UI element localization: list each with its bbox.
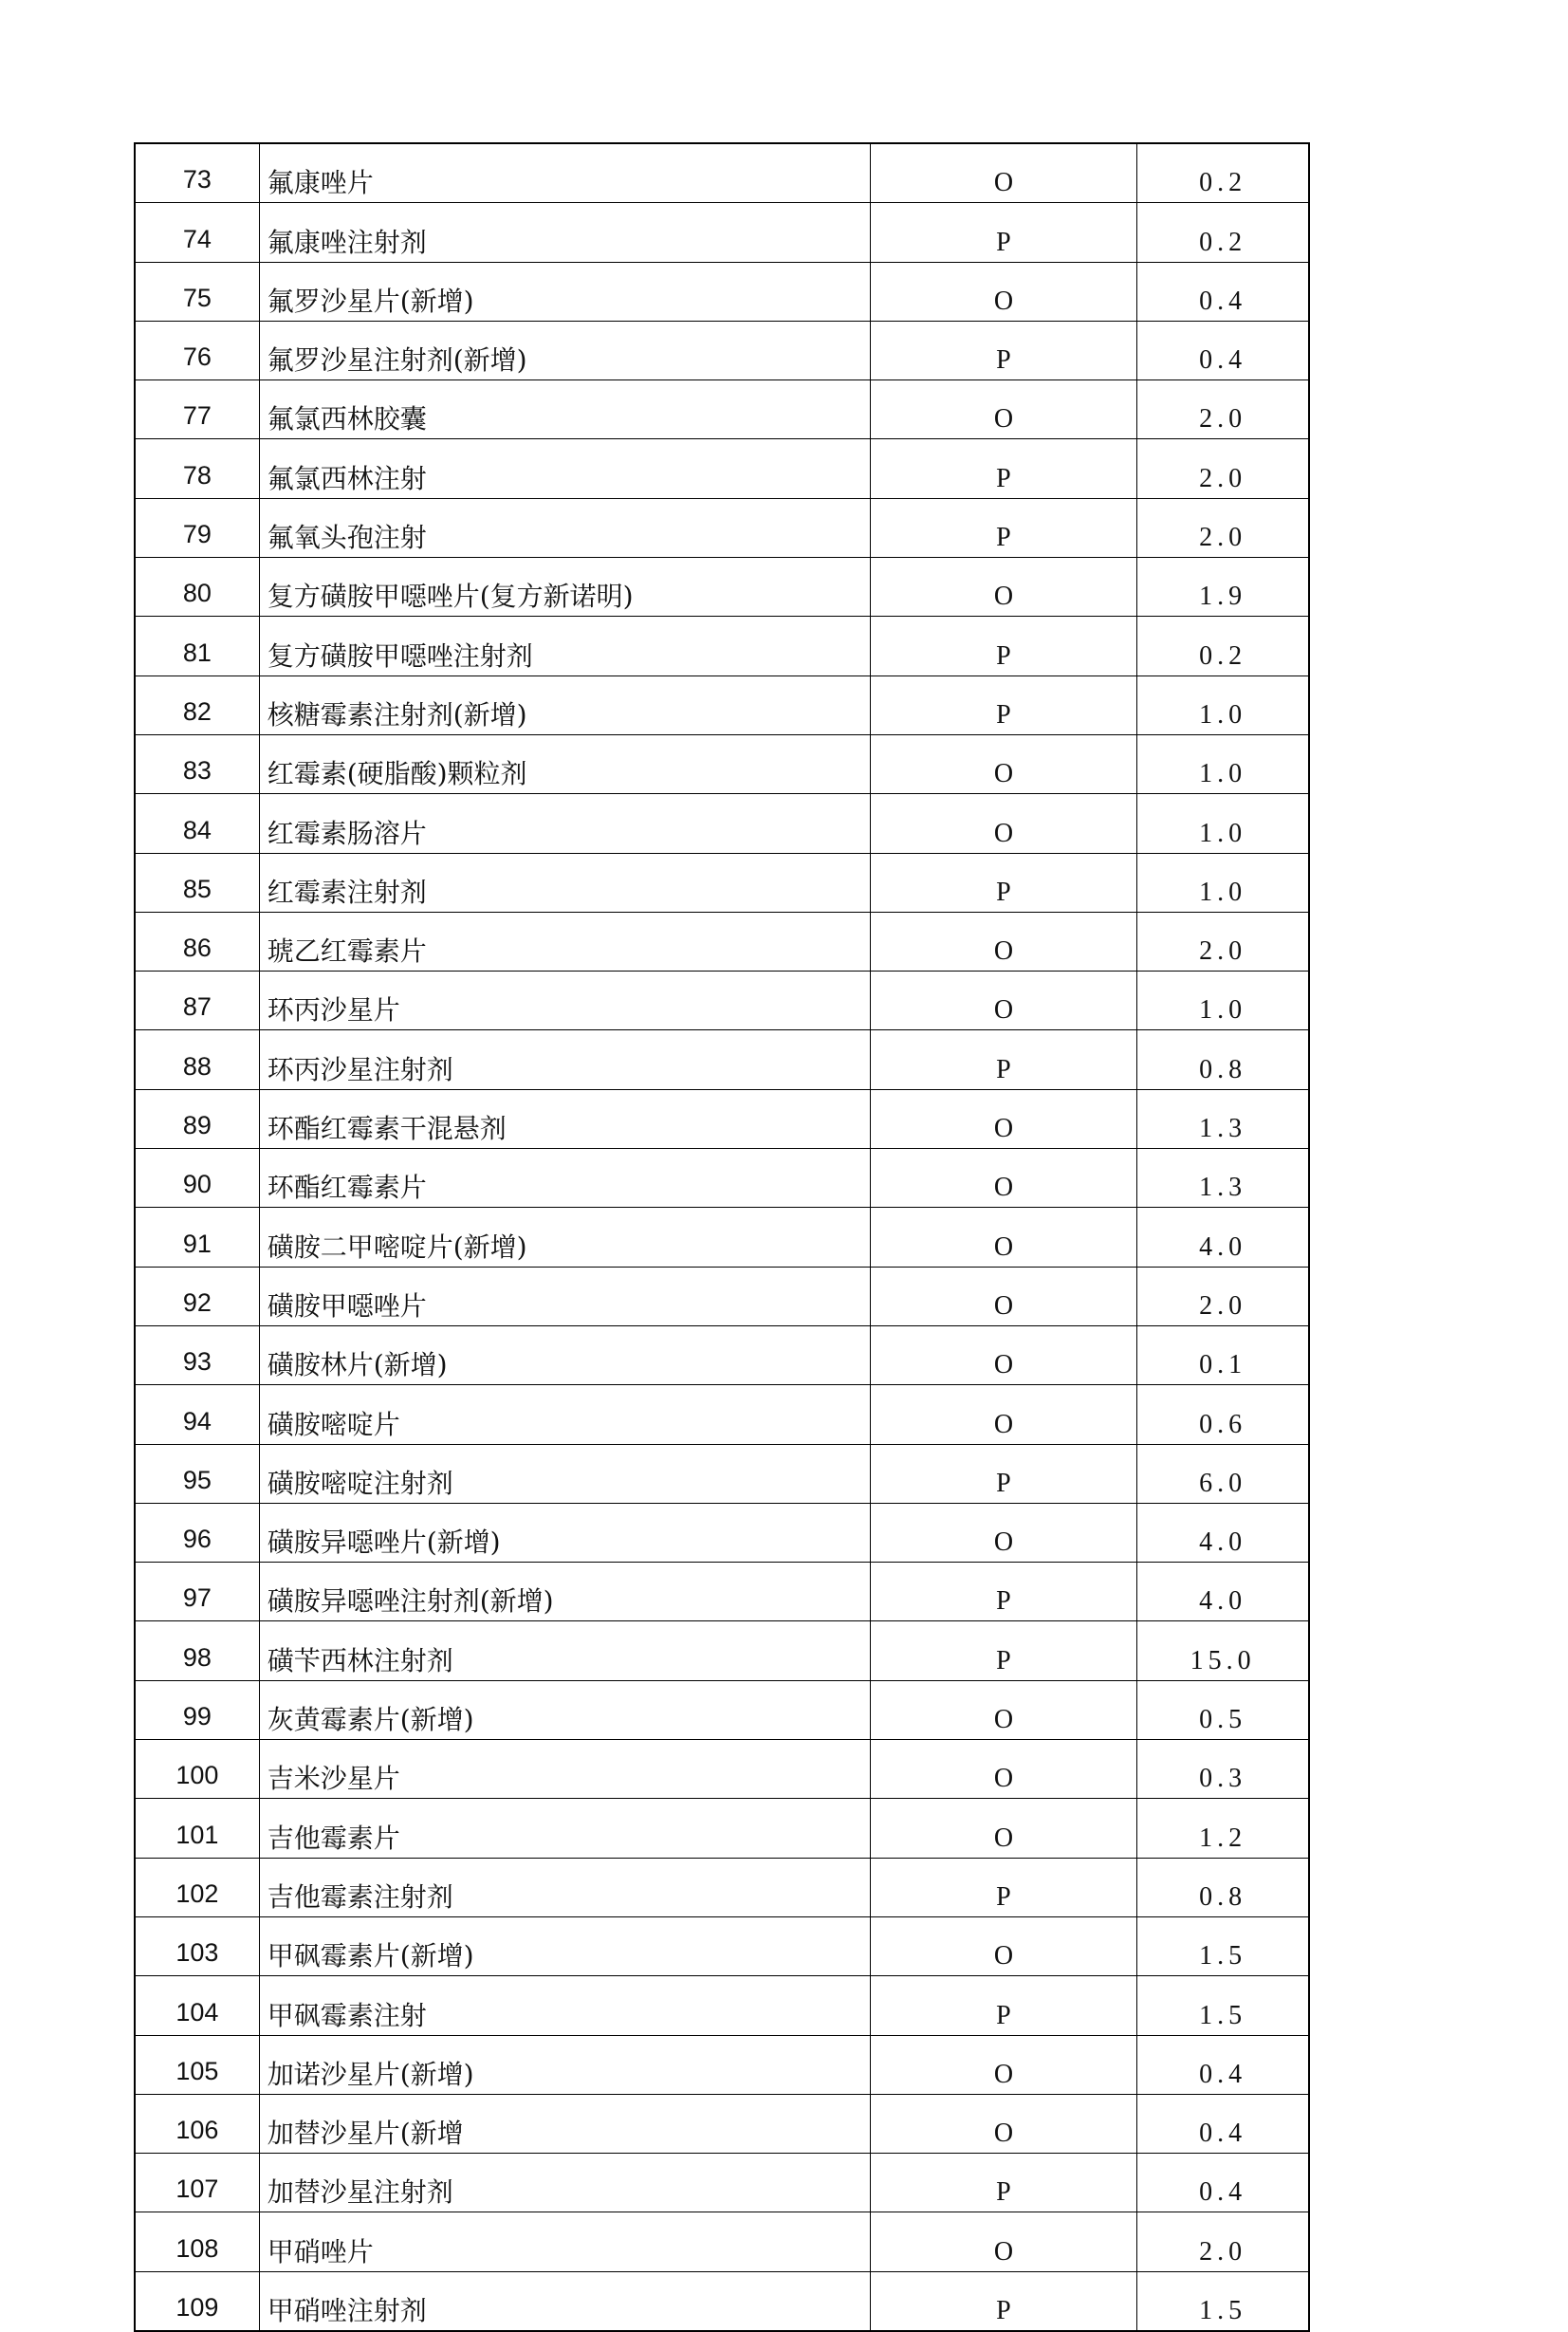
ddd-value-cell: 0.2 xyxy=(1137,617,1309,676)
drug-name-cell: 磺胺异噁唑片(新增) xyxy=(259,1503,870,1562)
row-number-cell: 98 xyxy=(135,1621,259,1680)
drug-name-cell: 甲硝唑片 xyxy=(259,2212,870,2271)
ddd-value-cell: 0.5 xyxy=(1137,1680,1309,1739)
row-number-cell: 107 xyxy=(135,2154,259,2212)
table-row xyxy=(135,262,1309,321)
table-row xyxy=(135,1563,1309,1621)
route-cell: P xyxy=(870,1444,1136,1503)
ddd-value-cell: 1.2 xyxy=(1137,1799,1309,1858)
row-number-cell: 84 xyxy=(135,794,259,853)
row-number-cell: 101 xyxy=(135,1799,259,1858)
ddd-value-cell: 1.0 xyxy=(1137,853,1309,912)
route-cell: O xyxy=(870,794,1136,853)
table-row xyxy=(135,2094,1309,2153)
drug-name-cell: 加替沙星注射剂 xyxy=(259,2154,870,2212)
route-cell: O xyxy=(870,1916,1136,1975)
route-cell: P xyxy=(870,203,1136,262)
ddd-value-cell: 1.3 xyxy=(1137,1149,1309,1208)
route-cell: O xyxy=(870,380,1136,439)
row-number-cell: 82 xyxy=(135,676,259,734)
route-cell: P xyxy=(870,1621,1136,1680)
drug-name-cell: 甲砜霉素注射 xyxy=(259,1976,870,2035)
drug-ddd-table xyxy=(134,142,1310,2332)
table-row xyxy=(135,734,1309,793)
table-row xyxy=(135,794,1309,853)
ddd-value-cell: 1.3 xyxy=(1137,1089,1309,1148)
row-number-cell: 104 xyxy=(135,1976,259,2035)
ddd-value-cell: 0.4 xyxy=(1137,2035,1309,2094)
table-row xyxy=(135,912,1309,971)
route-cell: O xyxy=(870,1740,1136,1799)
route-cell: O xyxy=(870,972,1136,1030)
table-row xyxy=(135,2035,1309,2094)
ddd-value-cell: 4.0 xyxy=(1137,1503,1309,1562)
row-number-cell: 95 xyxy=(135,1444,259,1503)
table-row xyxy=(135,1030,1309,1089)
ddd-value-cell: 6.0 xyxy=(1137,1444,1309,1503)
row-number-cell: 80 xyxy=(135,558,259,617)
ddd-value-cell: 2.0 xyxy=(1137,498,1309,557)
table-row xyxy=(135,1089,1309,1148)
ddd-value-cell: 2.0 xyxy=(1137,439,1309,498)
row-number-cell: 103 xyxy=(135,1916,259,1975)
table-row xyxy=(135,1503,1309,1562)
ddd-value-cell: 0.4 xyxy=(1137,262,1309,321)
drug-name-cell: 吉他霉素片 xyxy=(259,1799,870,1858)
route-cell: P xyxy=(870,1030,1136,1089)
drug-name-cell: 琥乙红霉素片 xyxy=(259,912,870,971)
table-row xyxy=(135,1740,1309,1799)
table-row xyxy=(135,617,1309,676)
row-number-cell: 81 xyxy=(135,617,259,676)
row-number-cell: 83 xyxy=(135,734,259,793)
route-cell: O xyxy=(870,1208,1136,1267)
row-number-cell: 85 xyxy=(135,853,259,912)
row-number-cell: 87 xyxy=(135,972,259,1030)
row-number-cell: 94 xyxy=(135,1385,259,1444)
drug-name-cell: 红霉素注射剂 xyxy=(259,853,870,912)
drug-name-cell: 磺胺二甲嘧啶片(新增) xyxy=(259,1208,870,1267)
ddd-value-cell: 1.0 xyxy=(1137,972,1309,1030)
row-number-cell: 109 xyxy=(135,2271,259,2331)
ddd-value-cell: 0.2 xyxy=(1137,203,1309,262)
drug-name-cell: 环丙沙星注射剂 xyxy=(259,1030,870,1089)
ddd-value-cell: 1.0 xyxy=(1137,676,1309,734)
drug-name-cell: 甲砜霉素片(新增) xyxy=(259,1916,870,1975)
route-cell: P xyxy=(870,1563,1136,1621)
ddd-value-cell: 0.1 xyxy=(1137,1325,1309,1384)
drug-name-cell: 磺胺林片(新增) xyxy=(259,1325,870,1384)
row-number-cell: 99 xyxy=(135,1680,259,1739)
table-row xyxy=(135,1325,1309,1384)
drug-name-cell: 甲硝唑注射剂 xyxy=(259,2271,870,2331)
table-row xyxy=(135,498,1309,557)
row-number-cell: 100 xyxy=(135,1740,259,1799)
table-row xyxy=(135,1680,1309,1739)
drug-name-cell: 氟罗沙星注射剂(新增) xyxy=(259,321,870,379)
drug-name-cell: 复方磺胺甲噁唑注射剂 xyxy=(259,617,870,676)
drug-name-cell: 核糖霉素注射剂(新增) xyxy=(259,676,870,734)
table-row xyxy=(135,439,1309,498)
row-number-cell: 77 xyxy=(135,380,259,439)
ddd-value-cell: 15.0 xyxy=(1137,1621,1309,1680)
table-row xyxy=(135,972,1309,1030)
table-row xyxy=(135,1916,1309,1975)
drug-name-cell: 磺胺嘧啶注射剂 xyxy=(259,1444,870,1503)
drug-name-cell: 环丙沙星片 xyxy=(259,972,870,1030)
drug-name-cell: 环酯红霉素干混悬剂 xyxy=(259,1089,870,1148)
ddd-value-cell: 0.4 xyxy=(1137,321,1309,379)
table-row xyxy=(135,203,1309,262)
table-row xyxy=(135,1444,1309,1503)
table-row xyxy=(135,2154,1309,2212)
table-row xyxy=(135,1799,1309,1858)
route-cell: O xyxy=(870,1325,1136,1384)
drug-name-cell: 磺胺异噁唑注射剂(新增) xyxy=(259,1563,870,1621)
route-cell: O xyxy=(870,1503,1136,1562)
row-number-cell: 91 xyxy=(135,1208,259,1267)
route-cell: O xyxy=(870,1149,1136,1208)
ddd-value-cell: 0.8 xyxy=(1137,1030,1309,1089)
table-row xyxy=(135,321,1309,379)
drug-name-cell: 氟康唑片 xyxy=(259,143,870,203)
drug-name-cell: 磺苄西林注射剂 xyxy=(259,1621,870,1680)
table-row xyxy=(135,2271,1309,2331)
drug-name-cell: 加替沙星片(新增 xyxy=(259,2094,870,2153)
row-number-cell: 92 xyxy=(135,1267,259,1325)
row-number-cell: 106 xyxy=(135,2094,259,2153)
ddd-value-cell: 1.0 xyxy=(1137,734,1309,793)
drug-name-cell: 磺胺嘧啶片 xyxy=(259,1385,870,1444)
row-number-cell: 74 xyxy=(135,203,259,262)
route-cell: O xyxy=(870,2212,1136,2271)
ddd-value-cell: 1.5 xyxy=(1137,1976,1309,2035)
route-cell: P xyxy=(870,676,1136,734)
table-row xyxy=(135,1621,1309,1680)
row-number-cell: 75 xyxy=(135,262,259,321)
drug-name-cell: 吉他霉素注射剂 xyxy=(259,1858,870,1916)
route-cell: O xyxy=(870,2094,1136,2153)
route-cell: P xyxy=(870,498,1136,557)
ddd-value-cell: 4.0 xyxy=(1137,1208,1309,1267)
ddd-value-cell: 0.2 xyxy=(1137,143,1309,203)
row-number-cell: 93 xyxy=(135,1325,259,1384)
route-cell: P xyxy=(870,2154,1136,2212)
row-number-cell: 78 xyxy=(135,439,259,498)
drug-name-cell: 红霉素(硬脂酸)颗粒剂 xyxy=(259,734,870,793)
row-number-cell: 90 xyxy=(135,1149,259,1208)
drug-name-cell: 氟氧头孢注射 xyxy=(259,498,870,557)
row-number-cell: 86 xyxy=(135,912,259,971)
route-cell: O xyxy=(870,558,1136,617)
row-number-cell: 89 xyxy=(135,1089,259,1148)
table-row xyxy=(135,558,1309,617)
route-cell: O xyxy=(870,1385,1136,1444)
route-cell: O xyxy=(870,1680,1136,1739)
row-number-cell: 79 xyxy=(135,498,259,557)
route-cell: O xyxy=(870,143,1136,203)
drug-name-cell: 环酯红霉素片 xyxy=(259,1149,870,1208)
route-cell: P xyxy=(870,1976,1136,2035)
table-row xyxy=(135,143,1309,203)
drug-name-cell: 复方磺胺甲噁唑片(复方新诺明) xyxy=(259,558,870,617)
drug-name-cell: 氟罗沙星片(新增) xyxy=(259,262,870,321)
route-cell: P xyxy=(870,1858,1136,1916)
ddd-value-cell: 1.9 xyxy=(1137,558,1309,617)
route-cell: O xyxy=(870,262,1136,321)
row-number-cell: 108 xyxy=(135,2212,259,2271)
table-row xyxy=(135,1149,1309,1208)
ddd-value-cell: 2.0 xyxy=(1137,1267,1309,1325)
row-number-cell: 97 xyxy=(135,1563,259,1621)
table-row xyxy=(135,1267,1309,1325)
ddd-value-cell: 0.6 xyxy=(1137,1385,1309,1444)
ddd-value-cell: 0.4 xyxy=(1137,2154,1309,2212)
table-row xyxy=(135,853,1309,912)
table-row xyxy=(135,1976,1309,2035)
route-cell: O xyxy=(870,1799,1136,1858)
row-number-cell: 88 xyxy=(135,1030,259,1089)
route-cell: O xyxy=(870,1089,1136,1148)
ddd-value-cell: 1.5 xyxy=(1137,2271,1309,2331)
route-cell: P xyxy=(870,439,1136,498)
drug-name-cell: 氟康唑注射剂 xyxy=(259,203,870,262)
ddd-value-cell: 2.0 xyxy=(1137,2212,1309,2271)
table-row xyxy=(135,1385,1309,1444)
route-cell: O xyxy=(870,734,1136,793)
table-row xyxy=(135,380,1309,439)
route-cell: P xyxy=(870,617,1136,676)
drug-name-cell: 磺胺甲噁唑片 xyxy=(259,1267,870,1325)
row-number-cell: 73 xyxy=(135,143,259,203)
ddd-value-cell: 4.0 xyxy=(1137,1563,1309,1621)
drug-name-cell: 氟氯西林胶囊 xyxy=(259,380,870,439)
table-row xyxy=(135,676,1309,734)
route-cell: O xyxy=(870,1267,1136,1325)
row-number-cell: 102 xyxy=(135,1858,259,1916)
route-cell: P xyxy=(870,2271,1136,2331)
route-cell: P xyxy=(870,853,1136,912)
drug-name-cell: 吉米沙星片 xyxy=(259,1740,870,1799)
drug-name-cell: 加诺沙星片(新增) xyxy=(259,2035,870,2094)
drug-name-cell: 灰黄霉素片(新增) xyxy=(259,1680,870,1739)
route-cell: O xyxy=(870,912,1136,971)
table-row xyxy=(135,2212,1309,2271)
ddd-value-cell: 0.4 xyxy=(1137,2094,1309,2153)
ddd-value-cell: 2.0 xyxy=(1137,912,1309,971)
route-cell: P xyxy=(870,321,1136,379)
ddd-value-cell: 1.0 xyxy=(1137,794,1309,853)
table-row xyxy=(135,1208,1309,1267)
row-number-cell: 96 xyxy=(135,1503,259,1562)
row-number-cell: 105 xyxy=(135,2035,259,2094)
ddd-value-cell: 1.5 xyxy=(1137,1916,1309,1975)
ddd-value-cell: 0.8 xyxy=(1137,1858,1309,1916)
ddd-value-cell: 0.3 xyxy=(1137,1740,1309,1799)
drug-name-cell: 红霉素肠溶片 xyxy=(259,794,870,853)
row-number-cell: 76 xyxy=(135,321,259,379)
ddd-value-cell: 2.0 xyxy=(1137,380,1309,439)
table-body xyxy=(135,143,1309,2331)
table-row xyxy=(135,1858,1309,1916)
drug-name-cell: 氟氯西林注射 xyxy=(259,439,870,498)
route-cell: O xyxy=(870,2035,1136,2094)
